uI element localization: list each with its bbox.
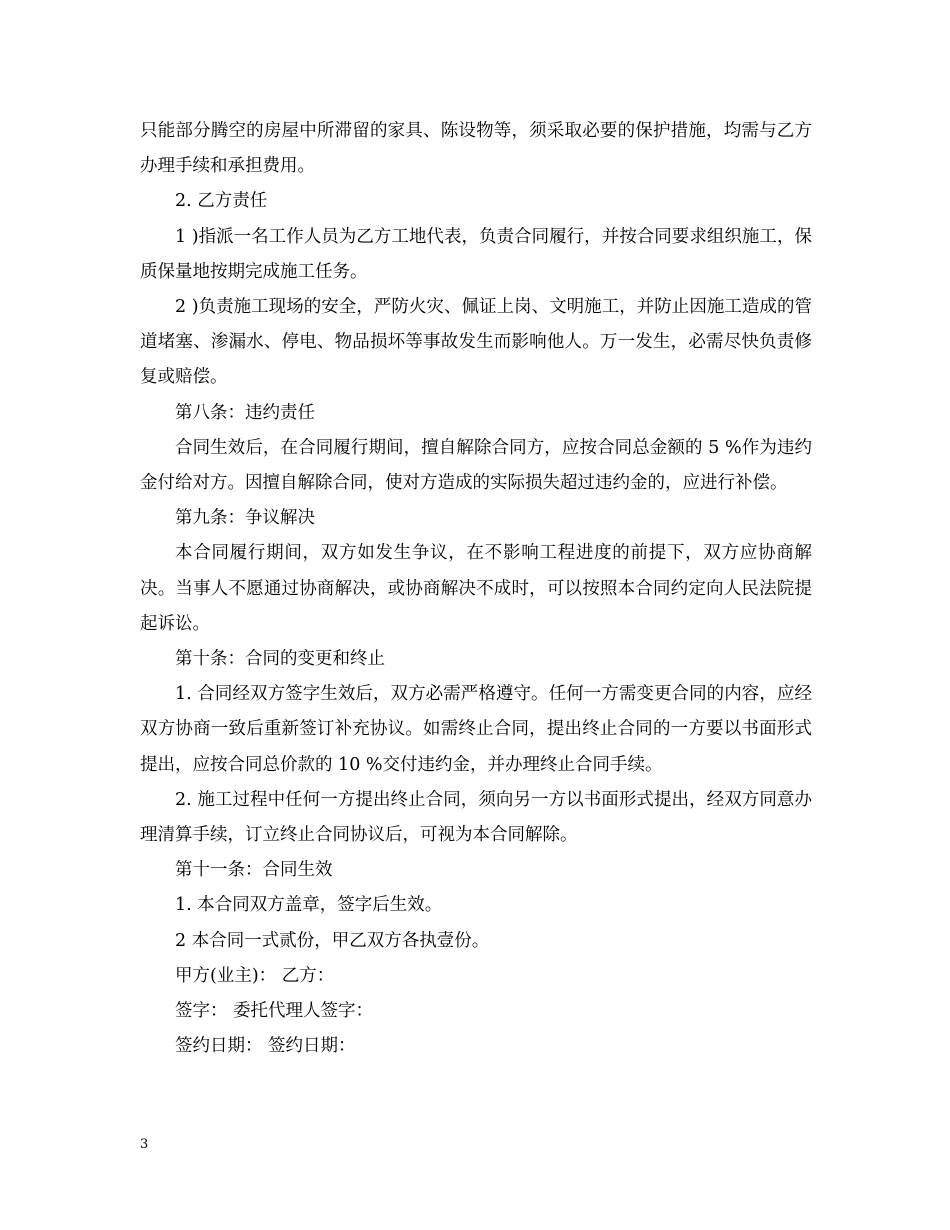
paragraph-effective-upon-signing: 1. 本合同双方盖章，签字后生效。: [175, 895, 443, 916]
heading-party-b-responsibility: 2. 乙方责任: [175, 191, 268, 212]
paragraph-continued: 只能部分腾空的房屋中所滞留的家具、陈设物等，须采取必要的保护措施，均需与乙方办理手续和承担费用。: [140, 121, 812, 177]
heading-article-11: 第十一条：合同生效: [175, 860, 333, 881]
signature-date-line: 签约日期： 签约日期：: [175, 1036, 356, 1057]
signature-parties-line: 甲方(业主)： 乙方：: [175, 965, 335, 986]
document-body: [140, 114, 812, 1064]
paragraph-contract-termination: 2. 施工过程中任何一方提出终止合同，须向另一方以书面形式提出，经双方同意办理清算手续，订立终止合同协议后，可视为本合同解除。: [140, 789, 812, 846]
heading-article-8: 第八条：违约责任: [175, 402, 315, 423]
paragraph-site-safety: 2 )负责施工现场的安全，严防火灾、佩证上岗、文明施工，并防止因施工造成的管道堵塞、渗漏水、停电、物品损坏等事故发生而影响他人。万一发生，必需尽快负责修复或赔偿。: [140, 297, 812, 388]
paragraph-copies: 2 本合同一式贰份，甲乙双方各执壹份。: [175, 930, 490, 951]
heading-article-9: 第九条：争议解决: [175, 508, 315, 529]
page-number: 3: [140, 1137, 149, 1152]
paragraph-contract-change: 1. 合同经双方签字生效后，双方必需严格遵守。任何一方需变更合同的内容，应经双方协商一致后重新签订补充协议。如需终止合同，提出终止合同的一方要以书面形式提出，应按合同总价款的 10 %交付违约金，并办理终止合同手续。: [140, 684, 812, 775]
paragraph-assign-representative: 1 )指派一名工作人员为乙方工地代表，负责合同履行，并按合同要求组织施工，保质保量地按期完成施工任务。: [140, 226, 812, 282]
signature-sign-line: 签字： 委托代理人签字：: [175, 1001, 374, 1022]
heading-article-10: 第十条：合同的变更和终止: [175, 649, 385, 670]
paragraph-breach-penalty: 合同生效后，在合同履行期间，擅自解除合同方，应按合同总金额的 5 %作为违约金付给对方。因擅自解除合同，使对方造成的实际损失超过违约金的，应进行补偿。: [140, 437, 812, 494]
paragraph-dispute-resolution: 本合同履行期间，双方如发生争议，在不影响工程进度的前提下，双方应协商解决。当事人不愿通过协商解决，或协商解决不成时，可以按照本合同约定向人民法院提起诉讼。: [140, 543, 812, 634]
